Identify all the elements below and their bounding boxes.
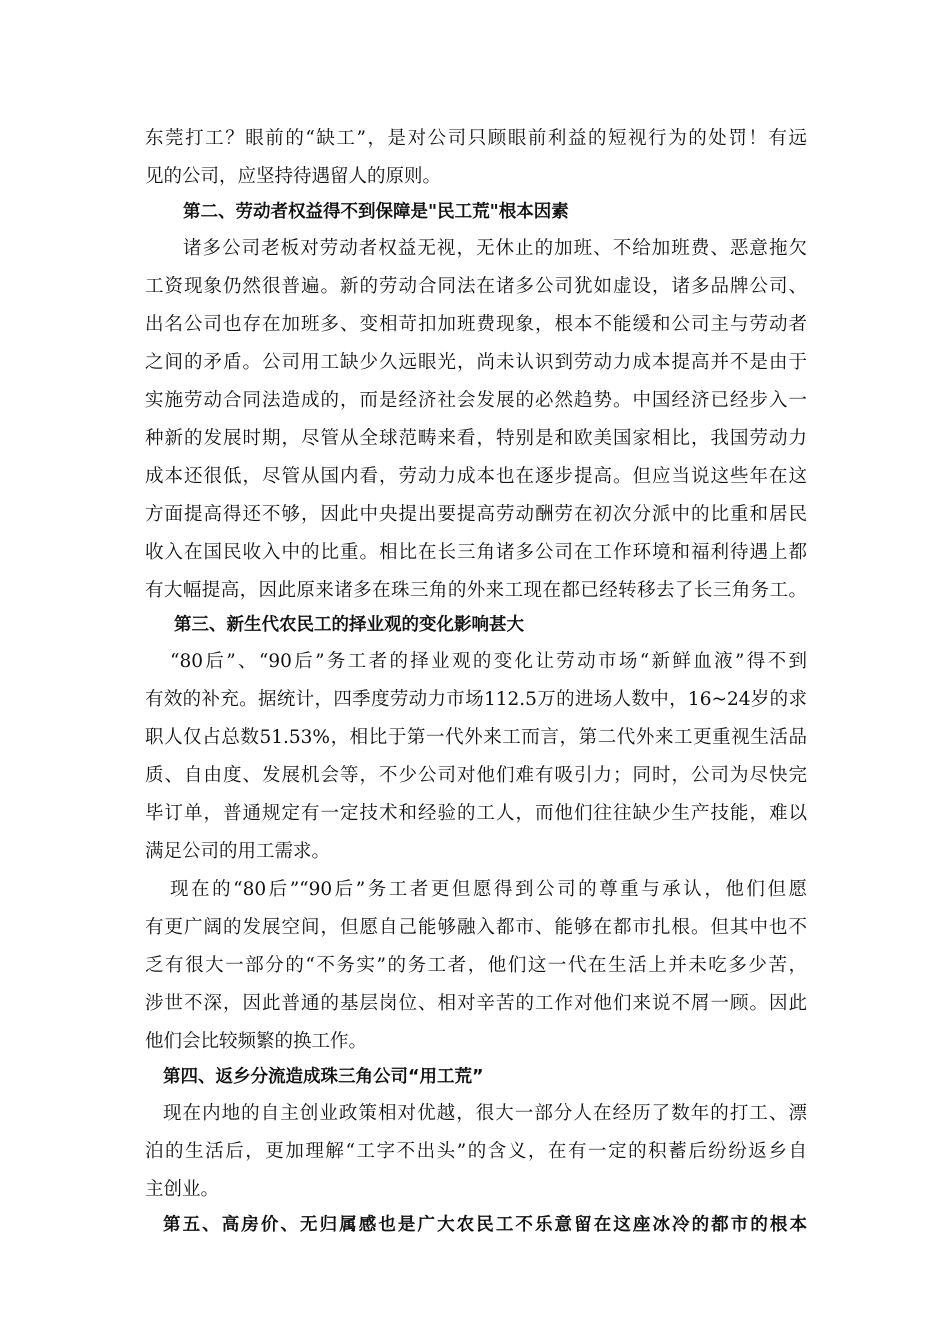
paragraph-line: “80后”、“90后”务工者的择业观的变化让劳动市场“新鲜血液”得不到 [170, 651, 807, 672]
paragraph-line: 现在的“80后”“90后”务工者更但愿得到公司的尊重与承认，他们但愿 [170, 879, 807, 900]
paragraph-line: 质、自由度、发展机会等，不少公司对他们难有吸引力；同时，公司为尽快完 [145, 765, 807, 786]
paragraph-line: 泊的生活后，更加理解“工字不出头”的含义，在有一定的积蓄后纷纷返乡自 [145, 1141, 807, 1162]
paragraph-line: 有效的补充。据统计，四季度劳动力市场112.5万的进场人数中，16~24岁的求 [145, 689, 807, 710]
paragraph-line: 职人仅占总数51.53%，相比于第一代外来工而言，第二代外来工更重视生活品 [145, 727, 807, 748]
paragraph-line: 满足公司的用工需求。 [145, 841, 331, 862]
paragraph-line: 种新的发展时期，尽管从全球范畴来看，特别是和欧美国家相比，我国劳动力 [145, 428, 807, 449]
section-heading: 第二、劳动者权益得不到保障是"民工荒"根本因素 [183, 202, 569, 222]
paragraph-line: 之间的矛盾。公司用工缺少久远眼光，尚未认识到劳动力成本提高并不是由于 [145, 352, 807, 373]
paragraph-line: 主创业。 [145, 1179, 220, 1200]
paragraph-line: 涉世不深，因此普通的基层岗位、相对辛苦的工作对他们来说不屑一顾。因此 [145, 993, 807, 1014]
paragraph-line: 毕订单，普通规定有一定技术和经验的工人，而他们往往缺少生产技能，难以 [145, 803, 807, 824]
section-heading: 第五、高房价、无归属感也是广大农民工不乐意留在这座冰冷的都市的根本 [163, 1215, 807, 1235]
section-heading: 第三、新生代农民工的择业观的变化影响甚大 [174, 615, 524, 635]
paragraph-line: 乏有很大一部分的“不务实”的务工者，他们这一代在生活上并未吃多少苦， [145, 955, 807, 976]
paragraph-line: 见的公司，应坚持待遇留人的原则。 [145, 166, 442, 187]
paragraph-line: 现在内地的自主创业政策相对优越，很大一部分人在经历了数年的打工、漂 [163, 1103, 807, 1124]
paragraph-line: 出名公司也存在加班多、变相苛扣加班费现象，根本不能缓和公司主与劳动者 [145, 314, 807, 335]
section-heading: 第四、返乡分流造成珠三角公司“用工荒” [163, 1067, 484, 1087]
paragraph-line: 东莞打工？眼前的“缺工”，是对公司只顾眼前利益的短视行为的处罚！有远 [145, 128, 807, 149]
paragraph-line: 诸多公司老板对劳动者权益无视，无休止的加班、不给加班费、恶意拖欠 [183, 238, 807, 259]
paragraph-line: 工资现象仍然很普遍。新的劳动合同法在诸多公司犹如虚设，诸多品牌公司、 [145, 276, 807, 297]
paragraph-line: 有大幅提高，因此原来诸多在珠三角的外来工现在都已经转移去了长三角务工。 [145, 580, 807, 601]
paragraph-line: 他们会比较频繁的换工作。 [145, 1031, 368, 1052]
paragraph-line: 收入在国民收入中的比重。相比在长三角诸多公司在工作环境和福利待遇上都 [145, 542, 807, 563]
paragraph-line: 成本还很低，尽管从国内看，劳动力成本也在逐步提高。但应当说这些年在这 [145, 466, 807, 487]
paragraph-line: 实施劳动合同法造成的，而是经济社会发展的必然趋势。中国经济已经步入一 [145, 390, 807, 411]
paragraph-line: 方面提高得还不够，因此中央提出要提高劳动酬劳在初次分派中的比重和居民 [145, 504, 807, 525]
paragraph-line: 有更广阔的发展空间，但愿自己能够融入都市、能够在都市扎根。但其中也不 [145, 917, 807, 938]
